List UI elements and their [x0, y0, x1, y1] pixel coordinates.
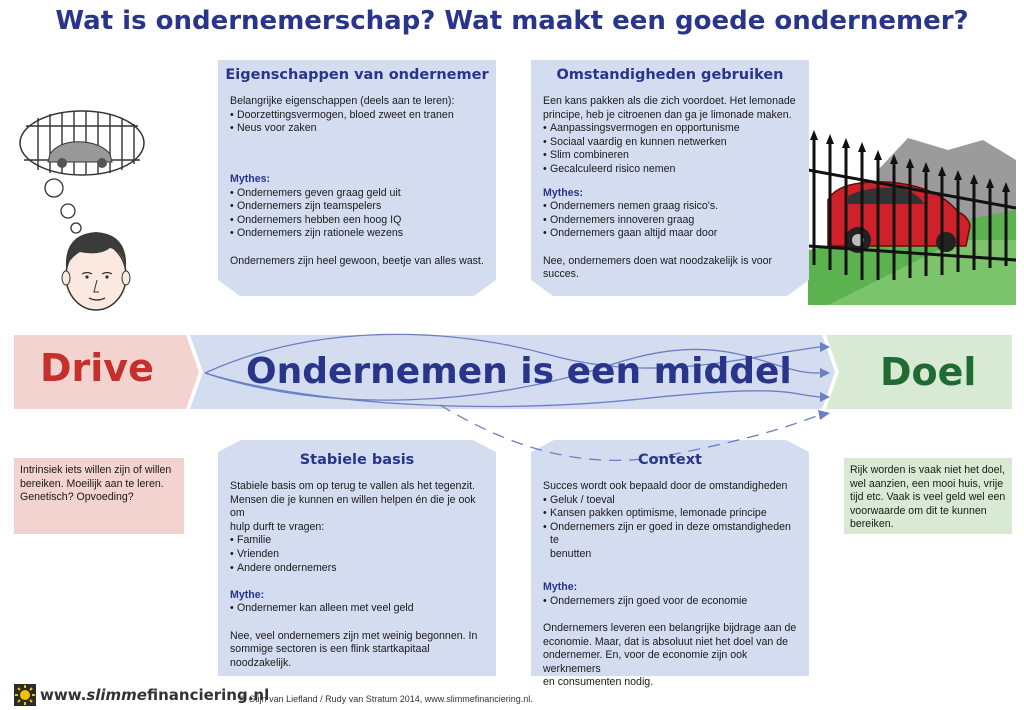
- list-item: • Ondernemers geven graag geld uit: [230, 187, 484, 201]
- list-item: • Ondernemers zijn goed voor de economie: [543, 595, 797, 609]
- list-item: • Ondernemers hebben een hoog IQ: [230, 214, 484, 228]
- list-item: • Ondernemers zijn teamspelers: [230, 200, 484, 214]
- card-text: sommige sectoren is een flink startkapitaal noodzakelijk.: [230, 643, 430, 669]
- drive-note: [14, 458, 184, 534]
- mythe-heading: Mythe:: [230, 588, 265, 601]
- card-stabiele-basis: [218, 444, 496, 676]
- drive-label: Drive: [40, 346, 154, 390]
- card-text: economie. Maar, dat is absoluut niet het doel van de: [543, 635, 788, 648]
- list-item: • Ondernemers zijn rationele wezens: [230, 227, 484, 241]
- list-item: [543, 521, 797, 562]
- card-text: Een kans pakken als die zich voordoet. Het lemonade: [543, 95, 796, 107]
- note-line: Rijk worden is vaak niet het doel,: [850, 464, 1005, 476]
- card-text: ondernemer. En, voor de economie zijn ook werknemers: [543, 649, 748, 675]
- middle-label: Ondernemen is een middel: [246, 351, 792, 392]
- card-title: Eigenschappen van ondernemer: [225, 67, 489, 83]
- list-item: • Geluk / toeval: [543, 494, 797, 508]
- card-text: principe, heb je citroenen dan ga je limonade maken.: [543, 108, 792, 121]
- list-item: • Familie: [230, 534, 484, 548]
- list-item: • Ondernemers innoveren graag: [543, 214, 797, 228]
- card-text: en consumenten nodig.: [543, 676, 654, 689]
- doel-note: [844, 458, 1012, 534]
- list-item: • Doorzettingsvermogen, bloed zweet en tranen: [230, 109, 484, 123]
- list-item: • Ondernemers gaan altijd maar door: [543, 227, 797, 241]
- list-item: • Aanpassingsvermogen en opportunisme: [543, 122, 797, 136]
- card-context: [531, 444, 809, 689]
- list-item: • Kansen pakken optimisme, lemonade principe: [543, 507, 797, 521]
- note-line: voorwaarde om dit te kunnen: [850, 504, 987, 517]
- card-title: Stabiele basis: [299, 452, 415, 468]
- doel-label: Doel: [880, 350, 977, 394]
- card-text: Succes wordt ook bepaald door de omstandigheden: [543, 480, 788, 492]
- mythes-heading: Mythes:: [543, 186, 584, 199]
- card-text: Nee, veel ondernemers zijn met weinig begonnen. In: [230, 629, 478, 642]
- note-line: bereiken.: [850, 518, 894, 531]
- card-omstandigheden: [531, 60, 809, 290]
- list-item: • Sociaal vaardig en kunnen netwerken: [543, 136, 797, 150]
- mythe-heading: Mythe:: [543, 581, 578, 594]
- list-item: • Slim combineren: [543, 149, 797, 163]
- card-title: Context: [638, 452, 702, 468]
- card-title: Omstandigheden gebruiken: [556, 67, 784, 83]
- note-line: wel aanzien, een mooi huis, vrije: [850, 477, 1004, 490]
- card-text: hulp durft te vragen:: [230, 520, 325, 533]
- card-text: Ondernemers leveren een belangrijke bijdrage aan de: [543, 621, 797, 634]
- footer-copyright: © Stijn van Liefland / Rudy van Stratum 2014, www.slimmefinanciering.nl.: [240, 694, 533, 704]
- footer-url-suffix: financiering.nl: [146, 686, 270, 704]
- list-item-text: Ondernemers zijn er goed in deze omstandigheden te: [550, 520, 791, 547]
- note-line: bereiken. Moeilijk aan te leren.: [20, 477, 164, 490]
- list-item: • Neus voor zaken: [230, 122, 484, 136]
- mythes-heading: Mythes:: [230, 172, 271, 185]
- card-text: Ondernemers zijn heel gewoon, beetje van alles wast.: [230, 254, 484, 267]
- card-text: Belangrijke eigenschappen (deels aan te leren):: [230, 95, 455, 107]
- note-line: tijd etc. Vaak is veel geld wel een: [850, 491, 1006, 504]
- list-item-text: benutten: [550, 547, 592, 560]
- list-item: • Andere ondernemers: [230, 562, 484, 576]
- list-item: • Vrienden: [230, 548, 484, 562]
- footer-url-prefix: www.: [40, 686, 87, 704]
- page-title: Wat is ondernemerschap? Wat maakt een goede ondernemer?: [55, 6, 969, 36]
- sun-logo-icon: [14, 684, 36, 706]
- card-eigenschappen: [218, 60, 496, 290]
- footer-url[interactable]: [40, 686, 269, 704]
- note-line: Intrinsiek iets willen zijn of willen: [20, 464, 172, 476]
- list-item: • Ondernemer kan alleen met veel geld: [230, 602, 484, 616]
- footer-url-italic: slimme: [86, 686, 147, 704]
- note-line: Genetisch? Opvoeding?: [20, 491, 134, 504]
- list-item: • Ondernemers nemen graag risico's.: [543, 200, 797, 214]
- card-text: Stabiele basis om op terug te vallen als het tegenzit.: [230, 480, 475, 492]
- list-item: • Gecalculeerd risico nemen: [543, 163, 797, 177]
- card-text: Nee, ondernemers doen wat noodzakelijk is voor succes.: [543, 254, 773, 281]
- card-text: Mensen die je kunnen en willen helpen én die je ook om: [230, 493, 476, 520]
